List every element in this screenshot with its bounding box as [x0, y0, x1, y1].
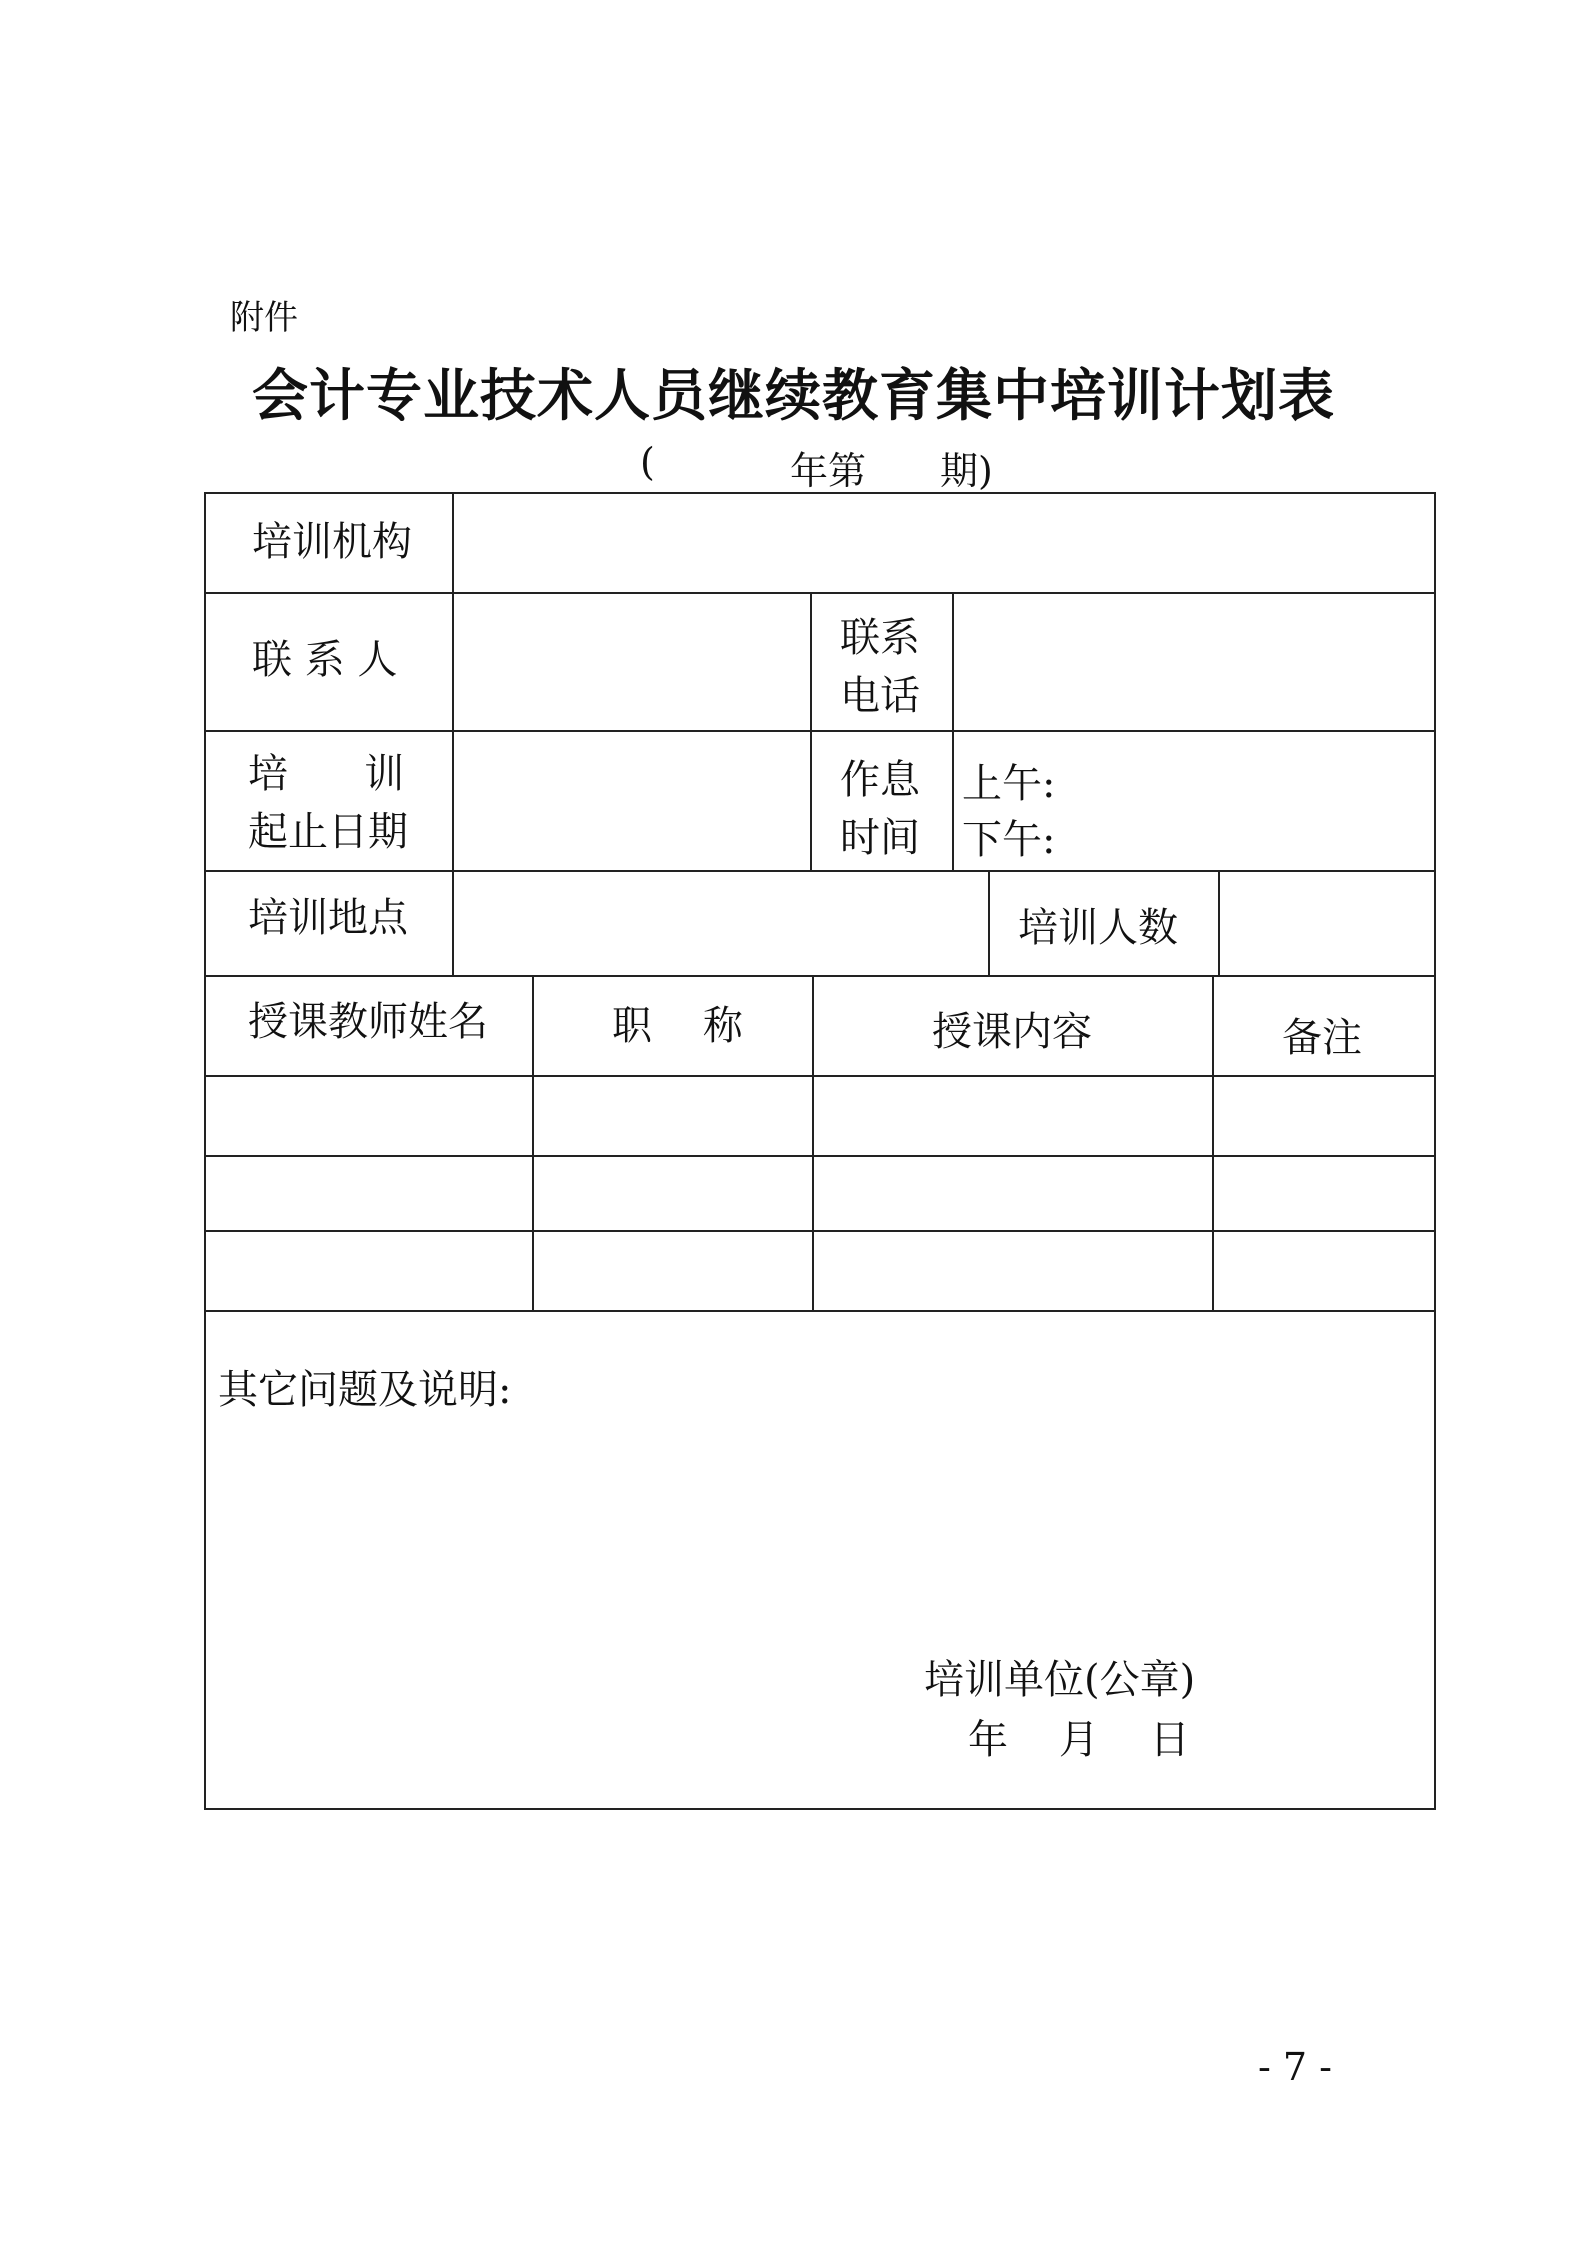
teacher-row-1-remarks[interactable] [1214, 1077, 1434, 1153]
teacher-row-1-name[interactable] [206, 1077, 530, 1153]
teacher-row-2-name[interactable] [206, 1157, 530, 1228]
row-divider [204, 730, 1436, 732]
training-dates-label-line1: 培 训 [248, 751, 405, 797]
headcount-field[interactable] [1220, 872, 1434, 973]
location-label: 培训地点 [248, 895, 408, 941]
location-field[interactable] [454, 872, 986, 973]
teacher-row-3-content[interactable] [814, 1232, 1210, 1308]
training-dates-field[interactable] [454, 732, 808, 868]
seal-date-line: 年 月 日 [968, 1717, 1190, 1763]
teacher-row-3-name[interactable] [206, 1232, 530, 1308]
schedule-label-line1: 作息 [840, 757, 920, 803]
training-dates-label-line2: 起止日期 [248, 809, 408, 855]
teacher-title-header: 职 称 [612, 1003, 743, 1049]
col-divider [988, 870, 990, 975]
col-divider [810, 592, 812, 870]
notes-label: 其它问题及说明: [218, 1367, 512, 1413]
period-open-paren: ( [640, 440, 655, 484]
contact-phone-label-line2: 电话 [840, 673, 920, 719]
notes-field[interactable] [206, 1420, 1434, 1640]
page-number: - 7 - [1258, 2045, 1333, 2089]
teacher-row-2-title[interactable] [534, 1157, 810, 1228]
contact-phone-label-line1: 联系 [840, 615, 920, 661]
institution-label: 培训机构 [252, 519, 412, 565]
teacher-remarks-header: 备注 [1282, 1015, 1362, 1061]
schedule-label-line2: 时间 [840, 815, 920, 861]
headcount-label: 培训人数 [1018, 905, 1178, 951]
period-year: 年第 [790, 449, 867, 493]
contact-phone-field[interactable] [954, 594, 1434, 728]
teacher-row-3-remarks[interactable] [1214, 1232, 1434, 1308]
form-title: 会计专业技术人员继续教育集中培训计划表 [252, 363, 1335, 429]
period-term: 期) [940, 449, 993, 493]
afternoon-label: 下午: [962, 817, 1056, 863]
seal-label: 培训单位(公章) [924, 1657, 1196, 1703]
contact-person-label: 联 系 人 [252, 637, 398, 683]
row-divider [204, 1310, 1436, 1312]
teacher-row-1-title[interactable] [534, 1077, 810, 1153]
teacher-content-header: 授课内容 [932, 1009, 1092, 1055]
teacher-row-1-content[interactable] [814, 1077, 1210, 1153]
attachment-label: 附件 [230, 298, 298, 338]
teacher-row-3-title[interactable] [534, 1232, 810, 1308]
contact-person-field[interactable] [454, 594, 808, 728]
institution-field[interactable] [454, 494, 1434, 590]
teacher-name-header: 授课教师姓名 [248, 999, 488, 1045]
teacher-row-2-content[interactable] [814, 1157, 1210, 1228]
teacher-row-2-remarks[interactable] [1214, 1157, 1434, 1228]
row-divider [204, 975, 1436, 977]
morning-label: 上午: [962, 761, 1056, 807]
